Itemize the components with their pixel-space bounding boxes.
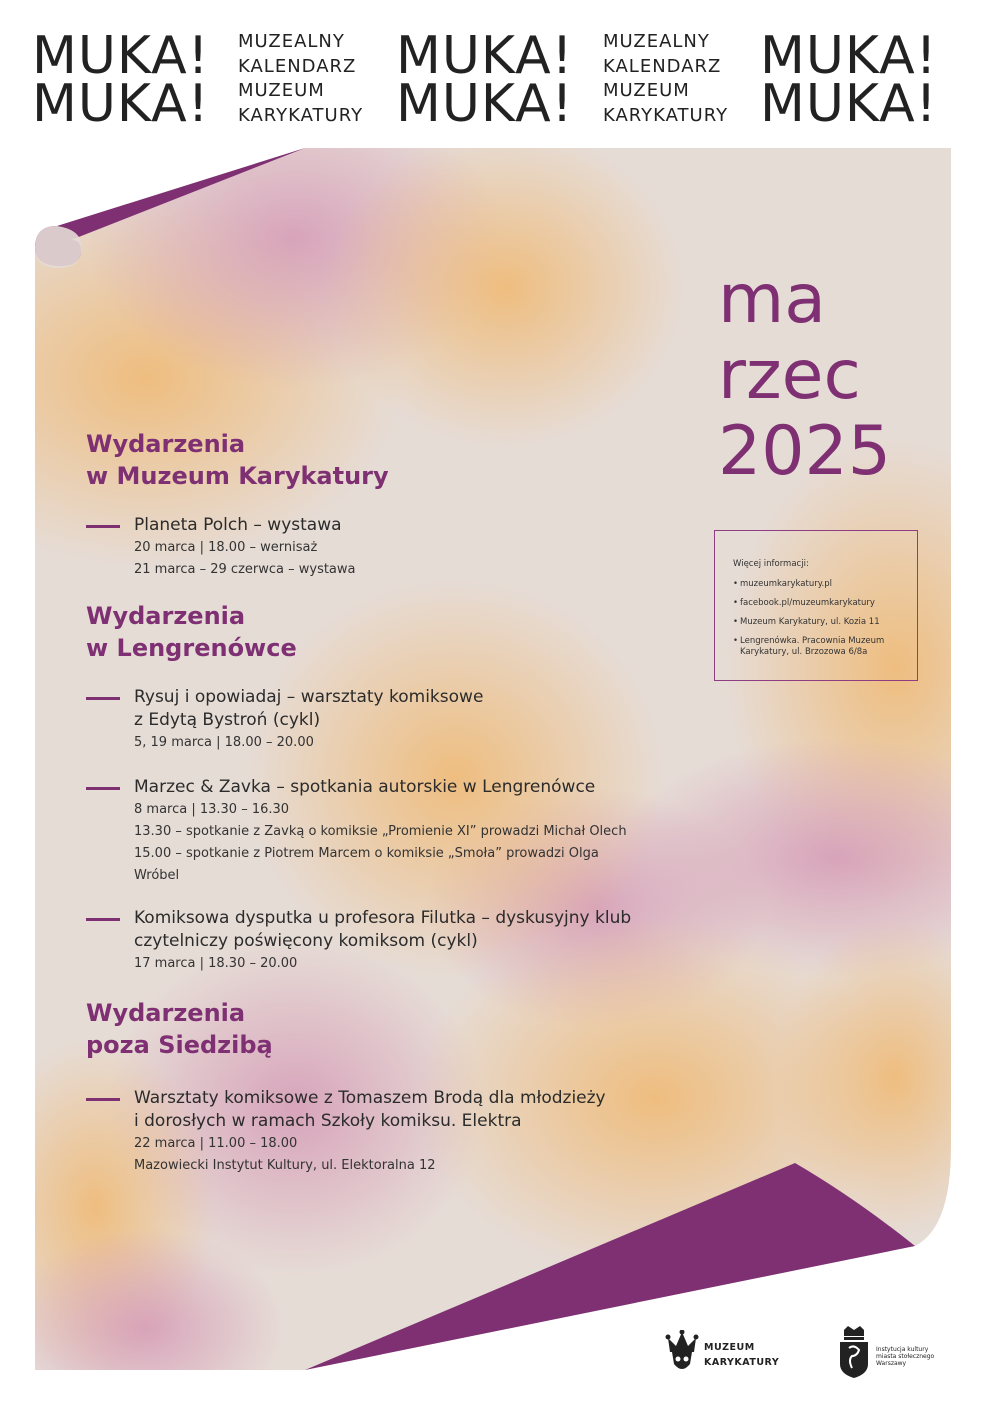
info-address: • Muzeum Karykatury, ul. Kozia 11	[733, 617, 909, 628]
event-item	[86, 686, 706, 754]
dash-marker	[86, 787, 120, 790]
event-item	[86, 1087, 706, 1177]
info-address-lengrenowka: • Lengrenówka. Pracownia Muzeum Karykatury, ul. Brzozowa 6/8a	[733, 636, 909, 658]
section-title-lengrenowka: Wydarzenia w Lengrenówce	[86, 602, 297, 662]
info-website-link[interactable]: • muzeumkarykatury.pl	[733, 579, 909, 590]
info-list	[733, 579, 909, 658]
event-detail: 8 marca | 13.30 – 16.30	[134, 802, 290, 817]
event-title: Rysuj i opowiadaj – warsztaty komiksowe z Edytą Bystroń (cykl)	[134, 687, 484, 730]
museum-logo	[664, 1328, 804, 1378]
muka-text: MUKA!	[760, 74, 938, 134]
warsaw-logo	[838, 1324, 968, 1380]
event-detail: 22 marca | 11.00 – 18.00	[134, 1136, 298, 1151]
info-box	[714, 530, 918, 681]
event-detail: 15.00 – spotkanie z Piotrem Marcem o komiksie „Smoła” prowadzi Olga	[134, 846, 599, 861]
calendar-label-1: MUZEALNY KALENDARZ MUZEUM KARYKATURY	[238, 31, 364, 126]
event-title: Planeta Polch – wystawa	[134, 515, 342, 535]
warsaw-logo-text: Instytucja kultury miasta stołecznego Warszawy	[876, 1346, 935, 1367]
muka-text: MUKA!	[32, 26, 210, 86]
event-item	[86, 907, 706, 975]
muka-logo-3	[760, 26, 938, 134]
event-title: Warsztaty komiksowe z Tomaszem Brodą dla młodzieży i dorosłych w ramach Szkoły komiksu. Elektra	[134, 1088, 606, 1131]
event-detail: 5, 19 marca | 18.00 – 20.00	[134, 735, 314, 750]
header	[0, 0, 984, 140]
event-detail: 20 marca | 18.00 – wernisaż	[134, 540, 318, 555]
dash-marker	[86, 697, 120, 700]
event-detail: Mazowiecki Instytut Kultury, ul. Elektoralna 12	[134, 1158, 436, 1173]
muka-text: MUKA!	[760, 26, 938, 86]
dash-marker	[86, 525, 120, 528]
muka-logo-2	[396, 26, 574, 134]
event-item	[86, 514, 706, 581]
jester-icon	[664, 1330, 700, 1376]
dash-marker	[86, 918, 120, 921]
event-detail: 17 marca | 18.30 – 20.00	[134, 956, 298, 971]
event-item	[86, 776, 706, 887]
muka-text: MUKA!	[396, 26, 574, 86]
info-lead: Więcej informacji:	[733, 559, 809, 569]
event-detail: 13.30 – spotkanie z Zavką o komiksie „Promienie XI” prowadzi Michał Olech	[134, 824, 627, 839]
section-title-outside: Wydarzenia poza Siedzibą	[86, 999, 273, 1059]
calendar-label-2: MUZEALNY KALENDARZ MUZEUM KARYKATURY	[603, 31, 729, 126]
muka-text: MUKA!	[32, 74, 210, 134]
event-detail: Wróbel	[134, 868, 180, 883]
museum-logo-text: MUZEUM KARYKATURY	[704, 1342, 780, 1368]
warsaw-crest-icon	[838, 1324, 870, 1380]
event-title: Marzec & Zavka – spotkania autorskie w Lengrenówce	[134, 777, 596, 797]
dash-marker	[86, 1098, 120, 1101]
info-facebook-link[interactable]: • facebook.pl/muzeumkarykatury	[733, 598, 909, 609]
event-list	[86, 428, 706, 1177]
event-detail: 21 marca – 29 czerwca – wystawa	[134, 562, 356, 577]
section-title-museum: Wydarzenia w Muzeum Karykatury	[86, 430, 389, 490]
event-title: Komiksowa dysputka u profesora Filutka – dyskusyjny klub czytelniczy poświęcony komiksom (cykl)	[134, 908, 632, 951]
muka-text: MUKA!	[396, 74, 574, 134]
month-heading: ma rzec 2025	[718, 260, 892, 491]
muka-logo-1	[32, 26, 210, 134]
